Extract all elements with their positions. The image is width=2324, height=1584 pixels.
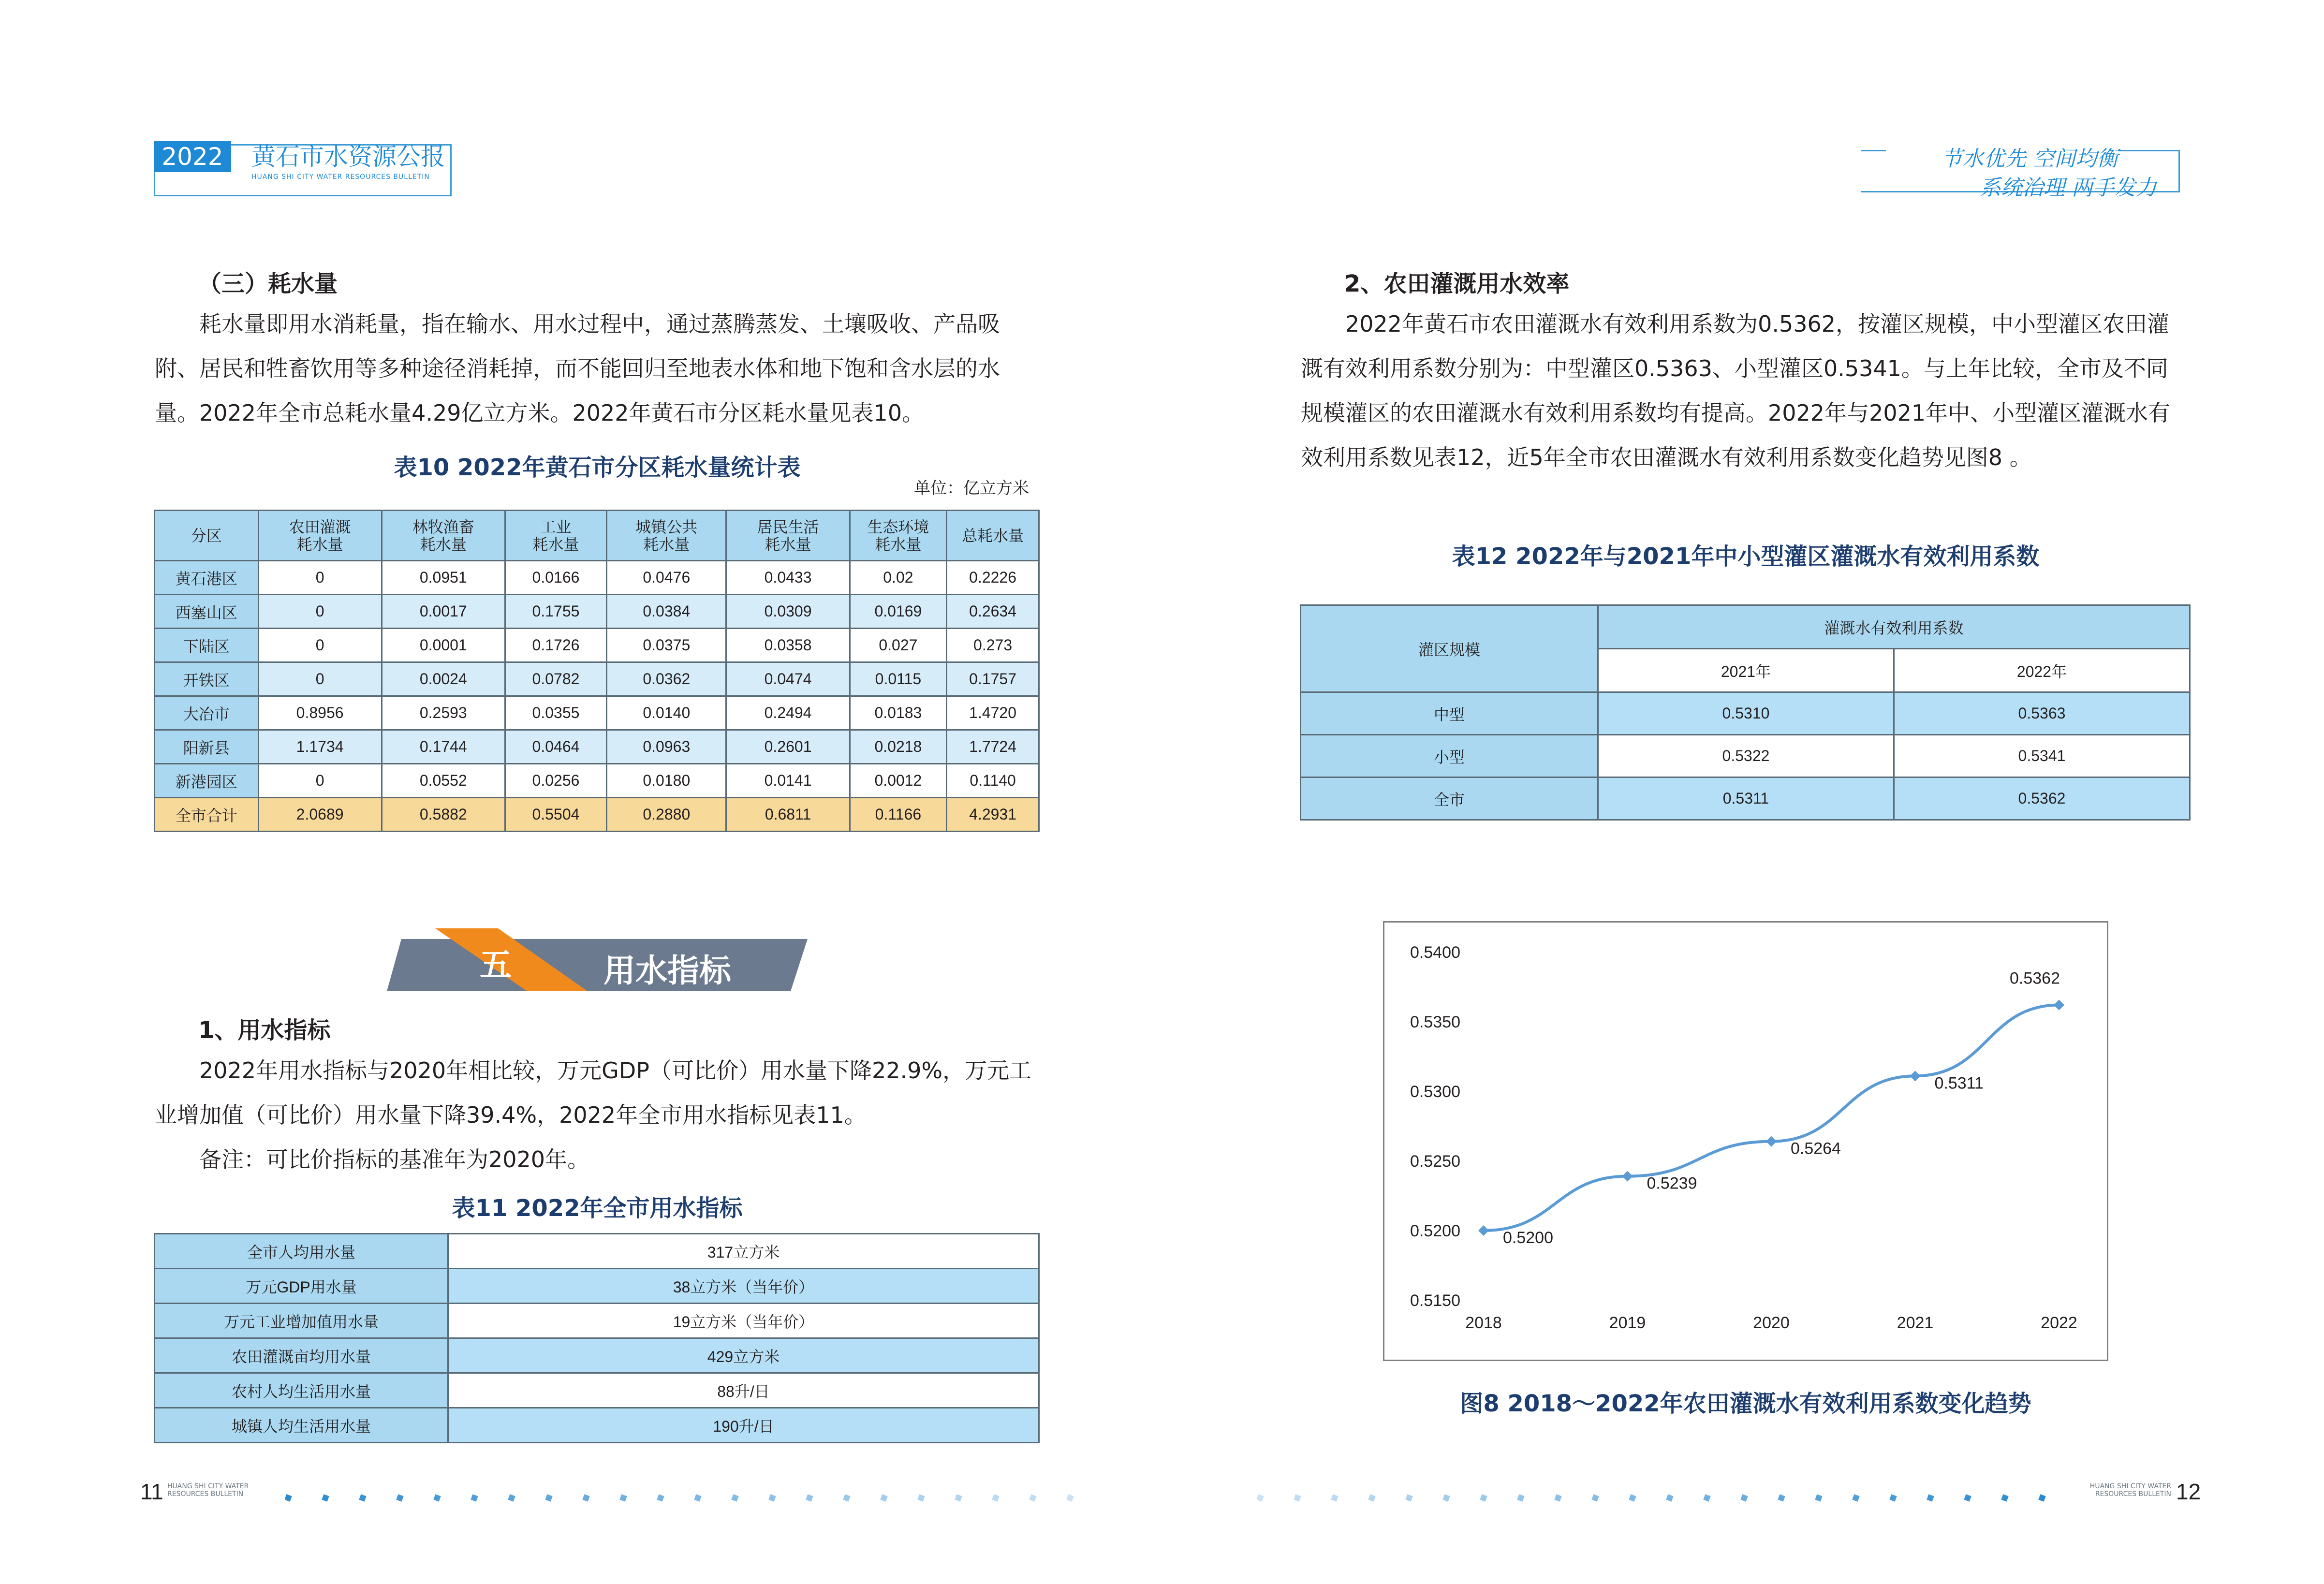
footer-dot [806,1494,813,1501]
footer-dot [1517,1494,1524,1501]
table-cell: 0.0355 [505,696,606,730]
table-cell: 0.5362 [1894,777,2190,820]
y-tick-label: 0.5200 [1410,1222,1460,1240]
table11-caption: 表11 2022年全市用水指标 [452,1195,743,1222]
table-cell: 0.2601 [726,730,850,764]
table-cell: 0.2880 [607,798,726,832]
footer-dot [731,1494,738,1501]
table-cell: 0.0358 [726,629,850,662]
table-cell: 190升/日 [448,1408,1039,1443]
footer-dot [2038,1494,2045,1501]
table-cell: 0.0169 [850,595,947,629]
page-number-left: 11 [140,1479,163,1504]
x-tick-label: 2019 [1609,1314,1646,1332]
section2-heading: 2、农田灌溉用水效率 [1344,270,1570,297]
section3-paragraph: 耗水量即用水消耗量，指在输水、用水过程中，通过蒸腾蒸发、土壤吸收、产品吸附、居民和牲畜饮用等多种途径消耗掉，而不能回归至地表水体和地下饱和含水层的水量。2022年全市总耗水量4.29亿立方米。2022年黄石市分区耗水量见表10。 [155,311,1000,426]
table-cell: 黄石港区 [155,561,259,595]
table-row [155,730,1039,764]
table10-header: 林牧渔畜 耗水量 [382,511,505,561]
x-tick-label: 2018 [1465,1314,1502,1332]
footer-dot [1889,1494,1897,1501]
footer-dots-right [1257,1492,2050,1504]
table10-header: 工业 耗水量 [505,511,606,561]
table-row [155,696,1039,730]
table-cell: 万元GDP用水量 [155,1269,448,1304]
table-cell: 0.0464 [505,730,606,764]
table-cell: 0 [258,595,382,629]
slogan-line2: 系统治理 两手发力 [1980,176,2157,200]
table-cell: 38立方米（当年价） [448,1269,1039,1304]
footer-dot [1294,1494,1301,1501]
table-row [155,595,1039,629]
footer-dot [471,1494,478,1501]
table10-header-row [155,511,1039,561]
table-cell: 0.0141 [726,764,850,798]
table12 [1300,604,2191,821]
footer-dot [322,1494,329,1501]
table-cell: 0 [258,561,382,595]
table-cell: 0.1166 [850,798,947,832]
table-cell: 0.0433 [726,561,850,595]
table10 [154,510,1040,832]
table-cell: 农村人均生活用水量 [155,1373,448,1408]
table-cell: 开铁区 [155,662,259,696]
footer-subtitle-left: HUANG SHI CITY WATER RESOURCES BULLETIN [167,1482,249,1498]
table12-header-coef: 灌溉水有效利用系数 [1598,605,2190,649]
footer-dot [1740,1494,1748,1501]
table-cell: 西塞山区 [155,595,259,629]
footer-dot [1405,1494,1412,1501]
table-row [1301,735,2190,777]
line-chart [1383,921,2108,1361]
table-row [155,629,1039,662]
table10-header: 居民生活 耗水量 [726,511,850,561]
table-cell: 0.0017 [382,595,505,629]
footer-subtitle-right: HUANG SHI CITY WATER RESOURCES BULLETIN [2089,1482,2171,1498]
data-label: 0.5264 [1791,1139,1841,1158]
table-cell: 0.0024 [382,662,505,696]
y-tick-label: 0.5400 [1410,943,1460,962]
table-cell: 0.5322 [1598,735,1894,777]
note-text: 备注：可比价指标的基准年为2020年。 [199,1146,590,1173]
table-cell: 全市合计 [155,798,259,832]
footer-dot [396,1494,403,1501]
table-cell: 0.0384 [607,595,726,629]
footer-dot [1852,1494,1859,1501]
table-cell: 4.2931 [947,798,1039,832]
table-cell: 1.7724 [947,730,1039,764]
data-label: 0.5311 [1934,1074,1984,1093]
table-cell: 0.8956 [258,696,382,730]
table-cell: 2.0689 [258,798,382,832]
footer-dot [992,1494,999,1501]
footer-dot [508,1494,515,1501]
data-label: 0.5200 [1503,1229,1553,1247]
table-cell: 0.0476 [607,561,726,595]
table-cell: 88升/日 [448,1373,1039,1408]
footer-dot [1703,1494,1710,1501]
table-cell: 0.2494 [726,696,850,730]
table-cell: 0.2634 [947,595,1039,629]
footer-dot [768,1494,776,1501]
table-cell: 全市人均用水量 [155,1234,448,1269]
table11 [154,1233,1040,1443]
slogan-line1: 节水优先 空间均衡 [1886,141,2118,172]
footer-dot [1442,1494,1450,1501]
table10-header: 农田灌溉 耗水量 [258,511,382,561]
footer-dot [582,1494,589,1501]
table-row [155,561,1039,595]
footer-dot [1480,1494,1487,1501]
table12-header-scale: 灌区规模 [1301,605,1598,692]
table-cell: 429立方米 [448,1338,1039,1373]
table12-header-2021: 2021年 [1598,649,1894,692]
table-cell: 农田灌溉亩均用水量 [155,1338,448,1373]
footer-dot [1029,1494,1036,1501]
table10-header: 生态环境 耗水量 [850,511,947,561]
section1-paragraph: 2022年用水指标与2020年相比较，万元GDP（可比价）用水量下降22.9%，万元工业增加值（可比价）用水量下降39.4%，2022年全市用水指标见表11。 [155,1057,1032,1128]
footer-dot [1778,1494,1785,1501]
footer-dot [545,1494,552,1501]
table-cell: 0.0309 [726,595,850,629]
table-cell: 下陆区 [155,629,259,662]
header-subtitle: HUANG SHI CITY WATER RESOURCES BULLETIN [251,173,430,181]
table-cell: 0.5341 [1894,735,2190,777]
y-tick-label: 0.5250 [1410,1152,1460,1171]
table-cell: 0 [258,629,382,662]
footer-dot [657,1494,664,1501]
footer-dot [359,1494,366,1501]
table-cell: 0.0474 [726,662,850,696]
footer-dot [955,1494,962,1501]
footer-dot [1964,1494,1971,1501]
table12-header-row [1301,605,2190,649]
y-tick-label: 0.5350 [1410,1013,1460,1031]
table-row [155,1373,1039,1408]
table-cell: 0.273 [947,629,1039,662]
table-cell: 0.1757 [947,662,1039,696]
table-row [155,662,1039,696]
x-tick-label: 2020 [1753,1314,1790,1332]
table-cell: 0.5311 [1598,777,1894,820]
data-label: 0.5239 [1647,1174,1697,1193]
x-tick-label: 2021 [1897,1314,1934,1332]
table-cell: 新港园区 [155,764,259,798]
table-cell: 0.0218 [850,730,947,764]
figure-caption: 图8 2018～2022年农田灌溉水有效利用系数变化趋势 [1460,1390,2031,1417]
section1-heading: 1、用水指标 [198,1017,331,1044]
footer-dot [1554,1494,1561,1501]
table-row [1301,777,2190,820]
y-tick-label: 0.5150 [1410,1291,1460,1310]
table12-caption: 表12 2022年与2021年中小型灌区灌溉水有效利用系数 [1452,543,2040,570]
chart-frame [1384,922,2108,1361]
table-row [155,1338,1039,1373]
footer-dot [1927,1494,1934,1501]
table-cell: 0.02 [850,561,947,595]
footer-dot [917,1494,925,1501]
footer-dot [1331,1494,1338,1501]
table-cell: 0.027 [850,629,947,662]
footer-dot [1666,1494,1673,1501]
table10-caption: 表10 2022年黄石市分区耗水量统计表 [394,454,801,481]
table-cell: 0.2226 [947,561,1039,595]
table-cell: 0.0552 [382,764,505,798]
table-cell: 0.0782 [505,662,606,696]
table12-header-2022: 2022年 [1894,649,2190,692]
table-row [1301,692,2190,735]
table10-header: 分区 [155,511,259,561]
table-row [155,1408,1039,1443]
table-cell: 0.0951 [382,561,505,595]
table-cell: 城镇人均生活用水量 [155,1408,448,1443]
banner-number: 五 [480,946,512,983]
table-cell: 19立方米（当年价） [448,1304,1039,1338]
table-cell: 阳新县 [155,730,259,764]
table-cell: 0.1744 [382,730,505,764]
table-cell: 中型 [1301,692,1598,735]
table-cell: 小型 [1301,735,1598,777]
table10-header: 总耗水量 [947,511,1039,561]
table-cell: 0 [258,662,382,696]
footer-dot [843,1494,850,1501]
table-cell: 0.0180 [607,764,726,798]
footer-dot [1066,1494,1074,1501]
y-tick-label: 0.5300 [1410,1083,1460,1101]
data-label: 0.5362 [2010,969,2060,988]
table-cell: 1.4720 [947,696,1039,730]
table-cell: 0.2593 [382,696,505,730]
table-cell: 0 [258,764,382,798]
section2-paragraph: 2022年黄石市农田灌溉水有效利用系数为0.5362，按灌区规模，中小型灌区农田灌溉有效利用系数分别为：中型灌区0.5363、小型灌区0.5341。与上年比较，全市及不同规模灌区的农田灌溉水有效利用系数均有提高。2022年与2021年中、小型灌区灌溉水有效利用系数见表12，近5年全市农田灌溉水有效利用系数变化趋势见图8 。 [1301,311,2171,470]
table-cell: 0.0183 [850,696,947,730]
banner-bar [387,939,808,991]
page-number-right: 12 [2176,1479,2201,1504]
table-cell: 0.0115 [850,662,947,696]
footer-dot [1368,1494,1375,1501]
footer-dot [285,1494,292,1501]
table-cell: 0.5310 [1598,692,1894,735]
table-total-row [155,798,1039,832]
table-cell: 0.1726 [505,629,606,662]
footer-dot [1257,1494,1264,1501]
table-cell: 万元工业增加值用水量 [155,1304,448,1338]
table-cell: 0.0012 [850,764,947,798]
table-row [155,764,1039,798]
section3-heading: （三）耗水量 [198,270,338,297]
table-cell: 0.0001 [382,629,505,662]
table-cell: 0.5882 [382,798,505,832]
footer-dot [433,1494,441,1501]
section-banner [382,928,817,1001]
footer-dot [1591,1494,1599,1501]
banner-title: 用水指标 [603,952,731,989]
table-cell: 全市 [1301,777,1598,820]
table-row [155,1234,1039,1269]
footer-dot [619,1494,627,1501]
table-cell: 0.0140 [607,696,726,730]
table10-unit: 单位：亿立方米 [914,479,1029,498]
table-cell: 0.0362 [607,662,726,696]
header-title: 黄石市水资源公报 [251,143,445,171]
table-cell: 0.0963 [607,730,726,764]
footer-dot [1815,1494,1822,1501]
table-cell: 317立方米 [448,1234,1039,1269]
table-cell: 大冶市 [155,696,259,730]
header-year: 2022 [154,141,231,172]
table-cell: 0.1140 [947,764,1039,798]
footer-dot [1629,1494,1636,1501]
footer-dot [694,1494,701,1501]
table-cell: 0.5504 [505,798,606,832]
footer-dots-left [285,1492,1098,1504]
table10-header: 城镇公共 耗水量 [607,511,726,561]
footer-dot [2001,1494,2008,1501]
x-tick-label: 2022 [2041,1314,2077,1332]
table-cell: 0.0166 [505,561,606,595]
table-cell: 0.0256 [505,764,606,798]
table-row [155,1304,1039,1338]
table-cell: 0.6811 [726,798,850,832]
table-row [155,1269,1039,1304]
table-cell: 1.1734 [258,730,382,764]
footer-dot [880,1494,887,1501]
table-cell: 0.1755 [505,595,606,629]
table-cell: 0.0375 [607,629,726,662]
table-cell: 0.5363 [1894,692,2190,735]
